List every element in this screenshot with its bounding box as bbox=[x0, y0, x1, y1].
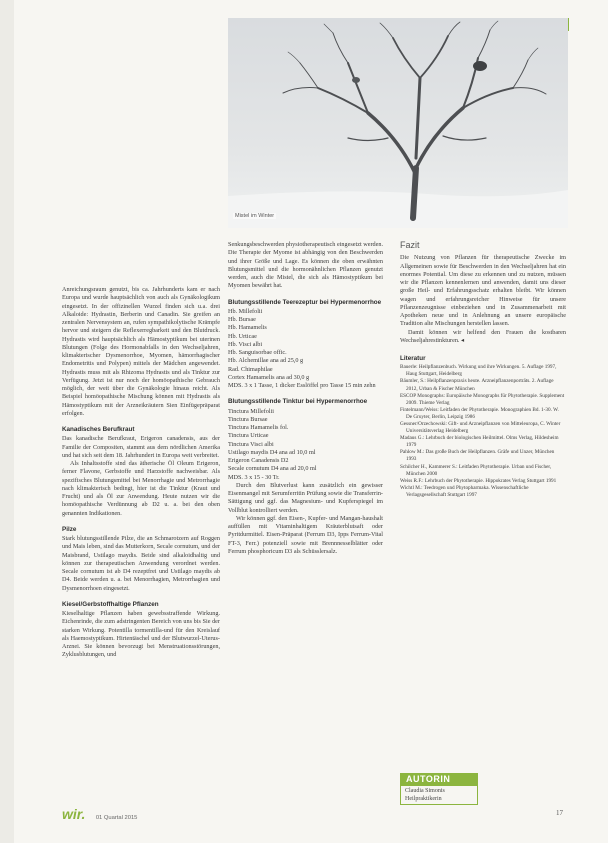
author-role: Heilpraktikerin bbox=[405, 796, 442, 802]
recipe-line: Hb. Bursae bbox=[228, 316, 256, 323]
heading-teerezeptur: Blutungsstillende Teerezeptur bei Hypermenorrhoe bbox=[228, 298, 382, 306]
column-2 bbox=[228, 241, 383, 556]
literature-item: ESCOP Monographs: Europäische Monographs für Phytotherapie. Supplement 2009. Thieme Verlag bbox=[400, 392, 565, 406]
recipe-line: Rad. Chimaphilae bbox=[228, 365, 273, 373]
recipe-line: MDS. 3 x 1 Tasse, 1 dicker Esslöffel pro Tasse 15 min zehn bbox=[228, 382, 376, 389]
recipe-line: Hb. Urticae bbox=[228, 332, 257, 340]
mistletoe-clump bbox=[473, 61, 487, 71]
recipe-tincture-list bbox=[228, 408, 383, 482]
page-footer bbox=[62, 806, 137, 824]
literature-item: Fintelmann/Weiss: Leitfaden der Phytotherapie. Monographien Bd. 1-30. W. De Gruyter, Berlin, Leipzig 1986 bbox=[400, 406, 559, 420]
literature-item: Madaus G.: Lehrbuch der biologischen Heilmittel. Olms Verlag, Hildesheim 1979 bbox=[400, 435, 559, 449]
recipe-line: Tinctura Hamamelis fol. bbox=[228, 424, 289, 431]
photo-caption: Mistel im Winter bbox=[235, 213, 275, 219]
author-name: Claudia Simonis bbox=[405, 788, 445, 794]
recipe-line: Tinctura Bursae bbox=[228, 415, 268, 423]
literature-item: Bäumler, S.: Heilpflanzenpraxis heute. Arzneipflanzenporträts. 2. Auflage 2012, Urban & Fischer München bbox=[400, 378, 554, 392]
literature-item: Bauerle: Heilpflanzenbuch. Wirkung und ihre Wirkungen. 5. Auflage 1997, Haug Stuttgart, Heidelberg bbox=[400, 364, 557, 378]
col1-paragraph-4: Kieselhaltige Pflanzen haben gewebsstraffende Wirkung. Eichenrinde, die zum adstringenten Bereich von uns bis Sie der starken Wirkung. Potentilla tormentilla-und für den Kreislauf als Haemostyptikum. Hirtentäschel und der Blutwurzel-Uterus-Arznei. Sie können bevorzugt bei Menstruationsstörungen, Zyklusblutungen, und bbox=[62, 610, 220, 659]
col2-paragraph-2: Wir können ggf. den Eisen-, Kupfer- und Mangan-haushalt auffüllen mit Vitaminhaltigem Kräuterblutsaft oder Pyritdurmittel. Eisen-Präparat (Ferrum D3, Ipps Ferrum-Vital FT-3, Ferr.) potenziell sowie mit Brennnesselblätter oder Ferrum phosphoricum D3 als Schüsslersalz. bbox=[228, 514, 383, 555]
recipe-line: Cortex Hamamelis ana ad 30,0 g bbox=[228, 373, 310, 381]
col1-paragraph-2: Als Inhaltsstoffe sind das ätherische Öl Oleum Erigeron, ferner Flavone, Gerbstoffe und Harzstoffe nachweisbar. Als spezifisches Blutungsmittel bei Menorrhagie und Metrorrhagie nach klimakterisch bedingt, hier ist die Tinktur (Kraut und Frucht) und als Öl zur Anwendung. Heute nutzen wir die homöopathische Verdünnung ab D2 u. a. bei den oben genannten Indikationen. bbox=[62, 460, 220, 517]
col2-paragraph-1: Durch den Blutverlust kann zusätzlich ein gewisser Eisenmangel mit Serumferritin Prüfung sowie die Transferrin-Sättigung und ggf. das Magnesium- und Kupferspiegel im Vollblut kontrolliert werden. bbox=[228, 481, 383, 514]
recipe-line: Hb. Millefolii bbox=[228, 307, 263, 315]
issue-label: 01 Quartal 2015 bbox=[95, 815, 138, 821]
heading-tinktur: Blutungsstillende Tinktur bei Hypermenorrhoe bbox=[228, 398, 368, 406]
fazit-heading: Fazit bbox=[400, 240, 420, 250]
literature-list bbox=[400, 364, 566, 499]
recipe-line: Tinctura Millefolii bbox=[228, 407, 275, 415]
recipe-line: Hb. Visci albi bbox=[228, 340, 263, 348]
column-3 bbox=[400, 241, 566, 499]
col1-paragraph-3: Stark blutungsstillende Pilze, die an Schmarotzern auf Roggen und Mais leben, sind das Mutterkorn, Secale cornutum, und der Maisbrand, Ustilago maydis. Beide sind alkaloidhaltig und können zur therapeutischen Anwendung verordnet werden. Secale cornutum ist ab D4 rezeptfrei und Ustilago maydis ab D4. Beide werden u. a. bei Menorrhagien, Metrorrhagien und Dysmenorrhoen eingesetzt. bbox=[62, 535, 220, 592]
heading-kieselpflanzen: Kiesel/Gerbstoffhaltige Pflanzen bbox=[62, 600, 159, 608]
recipe-line: Secale cornutum D4 ana ad 20,0 ml bbox=[228, 465, 317, 473]
literature-item: Pahlow M.: Das große Buch der Heilpflanzen. Gräfe und Unzer, München 1993 bbox=[400, 449, 555, 463]
author-label: AUTORIN bbox=[400, 773, 478, 785]
col1-intro: Anreichungsraum genutzt, bis ca. Jahrhunderts kam er nach Europa und wurde hauptsächlich von auch als Gynäkologikum eingesetzt. In der offizinellen Wurzel finden sich u.a. drei Alkaloide: Hydrastin, Berberin und Canadin. Sie greifen an zentralen Nervensystem an, rufen sympathikolytische Krämpfe hervor und steigern die Reflexerregbarkeit und den Blutdruck. Hydrastis wird hauptsächlich als Hämostyptikum bei uterinen Blutungen (Folge des Hormonabfalls in den Wechseljahren, klimakterischer Dysmenorrhoe, Myomen, hämorrhagischer Endometritis und Polypen) mittels der Mädchen angewendet. Hydrastis muss mit als Rhizoma Hydrastis und als Tinktur zur Verfügung. Jetzt ist nur noch der homöopathische Gebrauch möglich, der weit über die Gynäkologie hinaus reicht. Als Beispiel homöopathische Mischung können mit Hydrastis als Hämostyptikum mit der Arzneikräutern Sien Einfügepräparat erfolgen. bbox=[62, 286, 220, 417]
literature-item: Schilcher H., Kammerer S.: Leitfaden Phytotherapie. Urban und Fischer, München 2000 bbox=[400, 463, 552, 477]
recipe-line: Hb. Sanguisorbae offic. bbox=[228, 349, 287, 356]
author-box bbox=[400, 773, 478, 805]
recipe-line: Hb. Alchemillae ana ad 25,0 g bbox=[228, 357, 304, 365]
recipe-line: Erigeron Canadensis D2 bbox=[228, 457, 289, 464]
recipe-tea-list bbox=[228, 308, 383, 391]
author-details bbox=[400, 785, 478, 805]
recipe-line: Tinctura Visci albi bbox=[228, 440, 274, 448]
fazit-paragraph-2: Damit können wir helfend den Frauen die kostbaren Wechseljahrestinkturen. ◂ bbox=[400, 328, 566, 344]
fazit-paragraph-1: Die Nutzung von Pflanzen für therapeutische Zwecke im Allgemeinen sowie für Beschwerden in den Wechseljahren hat ein enormes Potential. Um diese zu erkennen und zu nutzen, müssen wir die Pflanzen kennenlernen und anwenden, damit uns dieser große Heil- und Erfahrungsschatz erhalten bleibt. Wir können wagen und erfahrungsreicher Hinweise für unsere Pflanzenzeugnisse einbeziehen und in Zusammenarbeit mit Apotheken neue und in Anlehnung an unsere europäische Tradition alte Mischungen herstellen lassen. bbox=[400, 254, 566, 328]
magazine-logo: wir. bbox=[62, 806, 86, 822]
recipe-line: MDS. 3 x 15 - 30 Tr. bbox=[228, 473, 280, 481]
winter-tree-photo bbox=[228, 18, 568, 228]
literature-item: Weiss R.F.: Lehrbuch der Phytotherapie. Hippokrates Verlag Stuttgart 1991 bbox=[400, 477, 557, 484]
recipe-line: Tinctura Urticae bbox=[228, 432, 269, 440]
heading-pilze: Pilze bbox=[62, 525, 77, 533]
page-gutter bbox=[0, 0, 14, 843]
literature-item: Gessner/Orzechowski: Gift- und Arzneipflanzen von Mitteleuropa, C. Winter Universitätsverlag Heidelberg bbox=[400, 421, 561, 435]
recipe-line: Hb. Hamamelis bbox=[228, 324, 267, 332]
col2-intro: Senkungsbeschwerden physiotherapeutisch eingesetzt werden. Die Therapie der Myome ist abhängig von den Beschwerden und ihrer Größe und Lage. Es können die oben erwähnten Blutungsmittel und die hormonähnlichen Pflanzen genutzt werden, auch die Mistel, die sich als Hämostyptikum bei Myomen bewährt hat. bbox=[228, 241, 383, 290]
heading-berufkraut: Kanadisches Berufkraut bbox=[62, 426, 135, 433]
literature-heading: Literatur bbox=[400, 355, 426, 362]
col1-paragraph-1: Das kanadische Berufkraut, Erigeron canadensis, aus der Familie der Compositen, stammt aus dem nördlichen Amerika und hat sich seit dem 18. Jahrhundert in Europa weit verbreitet. bbox=[62, 435, 220, 459]
page-number: 17 bbox=[556, 809, 563, 817]
recipe-line: Ustilago maydis D4 ana ad 10,0 ml bbox=[228, 448, 316, 456]
column-1 bbox=[62, 286, 220, 660]
literature-item: Wichtl M.: Teedrogen und Phytopharmaka. Wissenschaftliche Verlagsgesellschaft Stuttgart 1997 bbox=[400, 484, 529, 498]
